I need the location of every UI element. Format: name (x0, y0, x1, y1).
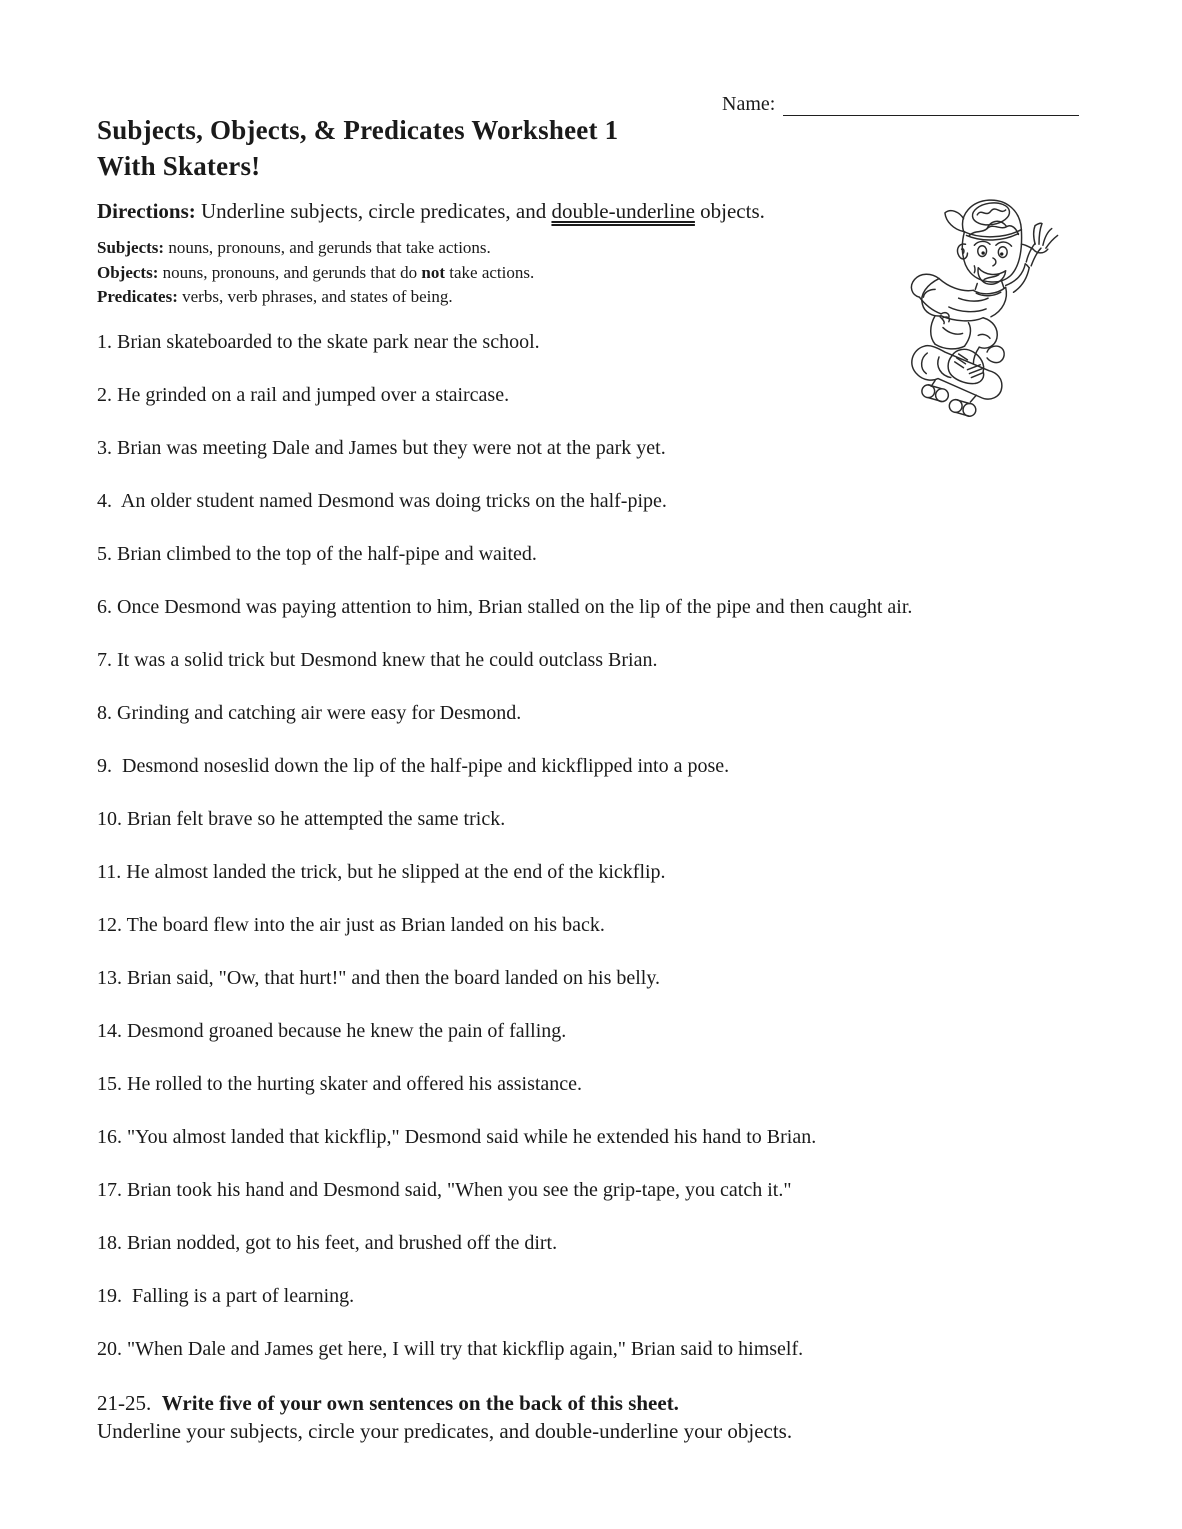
directions (97, 197, 1089, 225)
sentence-6: 6. Once Desmond was paying attention to him, Brian stalled on the lip of the pipe and then caught air. (97, 595, 913, 618)
sentence-20: 20. "When Dale and James get here, I will try that kickflip again," Brian said to himself. (97, 1337, 804, 1360)
objects-label: Objects: (97, 262, 159, 282)
objects-text-after: take actions. (445, 262, 535, 282)
directions-double-underline-word: double-underline (551, 199, 695, 223)
subjects-text: nouns, pronouns, and gerunds that take actions. (164, 238, 491, 257)
sentence-16: 16. "You almost landed that kickflip," Desmond said while he extended his hand to Brian. (97, 1125, 817, 1148)
sentence-19: 19. Falling is a part of learning. (97, 1284, 355, 1307)
objects-text-before: nouns, pronouns, and gerunds that do (158, 262, 422, 282)
sentence-13: 13. Brian said, "Ow, that hurt!" and then the board landed on his belly. (97, 966, 661, 989)
title-line2: With Skaters! (97, 151, 261, 181)
sentence-7: 7. It was a solid trick but Desmond knew that he could outclass Brian. (97, 648, 658, 671)
sentence-15: 15. He rolled to the hurting skater and offered his assistance. (97, 1072, 583, 1095)
objects-definition (97, 261, 1089, 286)
sentence-18: 18. Brian nodded, got to his feet, and brushed off the dirt. (97, 1231, 558, 1254)
footer-range-label: 21-25. (97, 1390, 162, 1415)
page-title (97, 112, 1089, 184)
sentence-5: 5. Brian climbed to the top of the half-pipe and waited. (97, 542, 537, 565)
sentence-10: 10. Brian felt brave so he attempted the same trick. (97, 807, 506, 830)
sentence-11: 11. He almost landed the trick, but he slipped at the end of the kickflip. (97, 860, 666, 883)
write-your-own-section (97, 1389, 1089, 1445)
sentence-14: 14. Desmond groaned because he knew the pain of falling. (97, 1019, 567, 1042)
sentence-4: 4. An older student named Desmond was doing tricks on the half-pipe. (97, 489, 667, 512)
objects-not-emphasis: not (421, 262, 446, 282)
sentence-list (97, 329, 1089, 1362)
sentence-12: 12. The board flew into the air just as Brian landed on his back. (97, 913, 605, 936)
directions-label: Directions: (97, 199, 196, 223)
title-line1: Subjects, Objects, & Predicates Worksheet 1 (97, 115, 619, 145)
footer-instruction-line2: Underline your subjects, circle your predicates, and double-underline your objects. (97, 1418, 793, 1443)
worksheet-body (97, 112, 1089, 1445)
footer-instruction-line (97, 1389, 1089, 1417)
sentence-8: 8. Grinding and catching air were easy for Desmond. (97, 701, 522, 724)
sentence-9: 9. Desmond noseslid down the lip of the half-pipe and kickflipped into a pose. (97, 754, 730, 777)
subjects-definition (97, 236, 1089, 261)
sentence-17: 17. Brian took his hand and Desmond said, "When you see the grip-tape, you catch it." (97, 1178, 792, 1201)
predicates-definition (97, 285, 1089, 310)
directions-text-after: objects. (694, 199, 765, 223)
predicates-text: verbs, verb phrases, and states of being. (177, 287, 453, 306)
directions-text-before: Underline subjects, circle predicates, and (195, 199, 552, 223)
sentence-3: 3. Brian was meeting Dale and James but they were not at the park yet. (97, 436, 666, 459)
predicates-label: Predicates: (97, 287, 178, 306)
subjects-label: Subjects: (97, 238, 165, 257)
footer-bold-instruction: Write five of your own sentences on the back of this sheet. (161, 1390, 679, 1415)
name-label: Name: (722, 93, 776, 115)
sentence-2: 2. He grinded on a rail and jumped over a staircase. (97, 383, 510, 406)
sentence-1: 1. Brian skateboarded to the skate park near the school. (97, 330, 540, 353)
term-definitions (97, 236, 1089, 310)
